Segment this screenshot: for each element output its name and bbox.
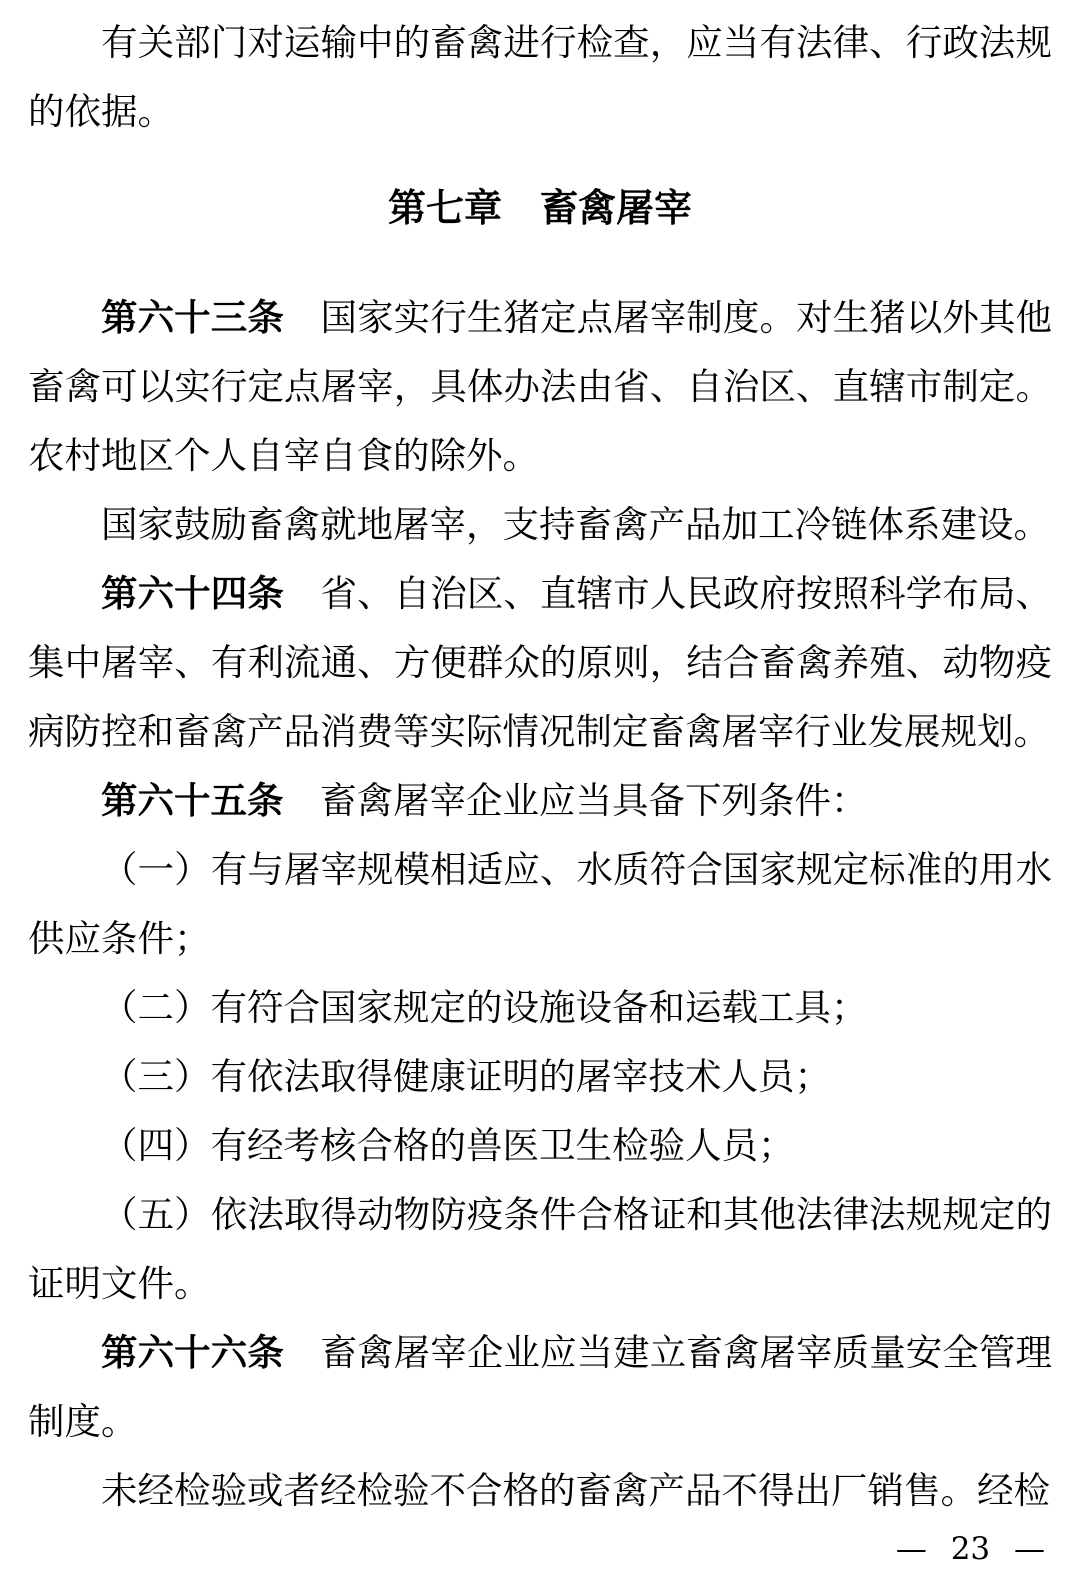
article-number: 第六十三条: [101, 296, 284, 339]
body-paragraph: [28, 1111, 1052, 1180]
article-paragraph: [28, 559, 1052, 766]
article-number: 第六十六条: [101, 1331, 284, 1374]
article-number: 第六十四条: [101, 572, 284, 615]
body-paragraph: [28, 835, 1052, 973]
paragraph-text: （一）有与屠宰规模相适应、水质符合国家规定标准的用水供应条件；: [28, 848, 1052, 960]
article-paragraph: [28, 283, 1052, 490]
paragraph-text: 畜禽屠宰企业应当建立畜禽屠宰质量安全管理制度。: [28, 1331, 1053, 1443]
paragraph-text: （四）有经考核合格的兽医卫生检验人员；: [101, 1124, 795, 1167]
chapter-heading: 第七章 畜禽屠宰: [387, 186, 692, 230]
paragraph-text: 国家鼓励畜禽就地屠宰，支持畜禽产品加工冷链体系建设。: [101, 503, 1050, 546]
body-paragraph: [28, 1456, 1052, 1525]
page-number: — 23 —: [895, 1531, 1045, 1567]
article-number: 第六十五条: [101, 779, 284, 822]
paragraph-text: （三）有依法取得健康证明的屠宰技术人员；: [101, 1055, 831, 1098]
paragraph-text: 国家实行生猪定点屠宰制度。对生猪以外其他畜禽可以实行定点屠宰，具体办法由省、自治区、直辖市制定。农村地区个人自宰自食的除外。: [28, 296, 1053, 477]
paragraph-text: 畜禽屠宰企业应当具备下列条件：: [320, 779, 868, 822]
body-paragraph: [28, 1042, 1052, 1111]
body-paragraph: [28, 8, 1052, 146]
paragraph-text: 省、自治区、直辖市人民政府按照科学布局、集中屠宰、有利流通、方便群众的原则，结合畜禽养殖、动物疫病防控和畜禽产品消费等实际情况制定畜禽屠宰行业发展规划。: [28, 572, 1053, 753]
paragraph-text: （五）依法取得动物防疫条件合格证和其他法律法规规定的证明文件。: [28, 1193, 1052, 1305]
body-paragraph: [28, 1180, 1052, 1318]
body-paragraph: [28, 973, 1052, 1042]
body-paragraph: [28, 490, 1052, 559]
paragraph-text: 未经检验或者经检验不合格的畜禽产品不得出厂销售。经检: [101, 1469, 1050, 1512]
paragraph-text: （二）有符合国家规定的设施设备和运载工具；: [101, 986, 868, 1029]
article-paragraph: [28, 766, 1052, 835]
paragraph-text: 有关部门对运输中的畜禽进行检查，应当有法律、行政法规的依据。: [28, 21, 1052, 133]
article-paragraph: [28, 1318, 1052, 1456]
